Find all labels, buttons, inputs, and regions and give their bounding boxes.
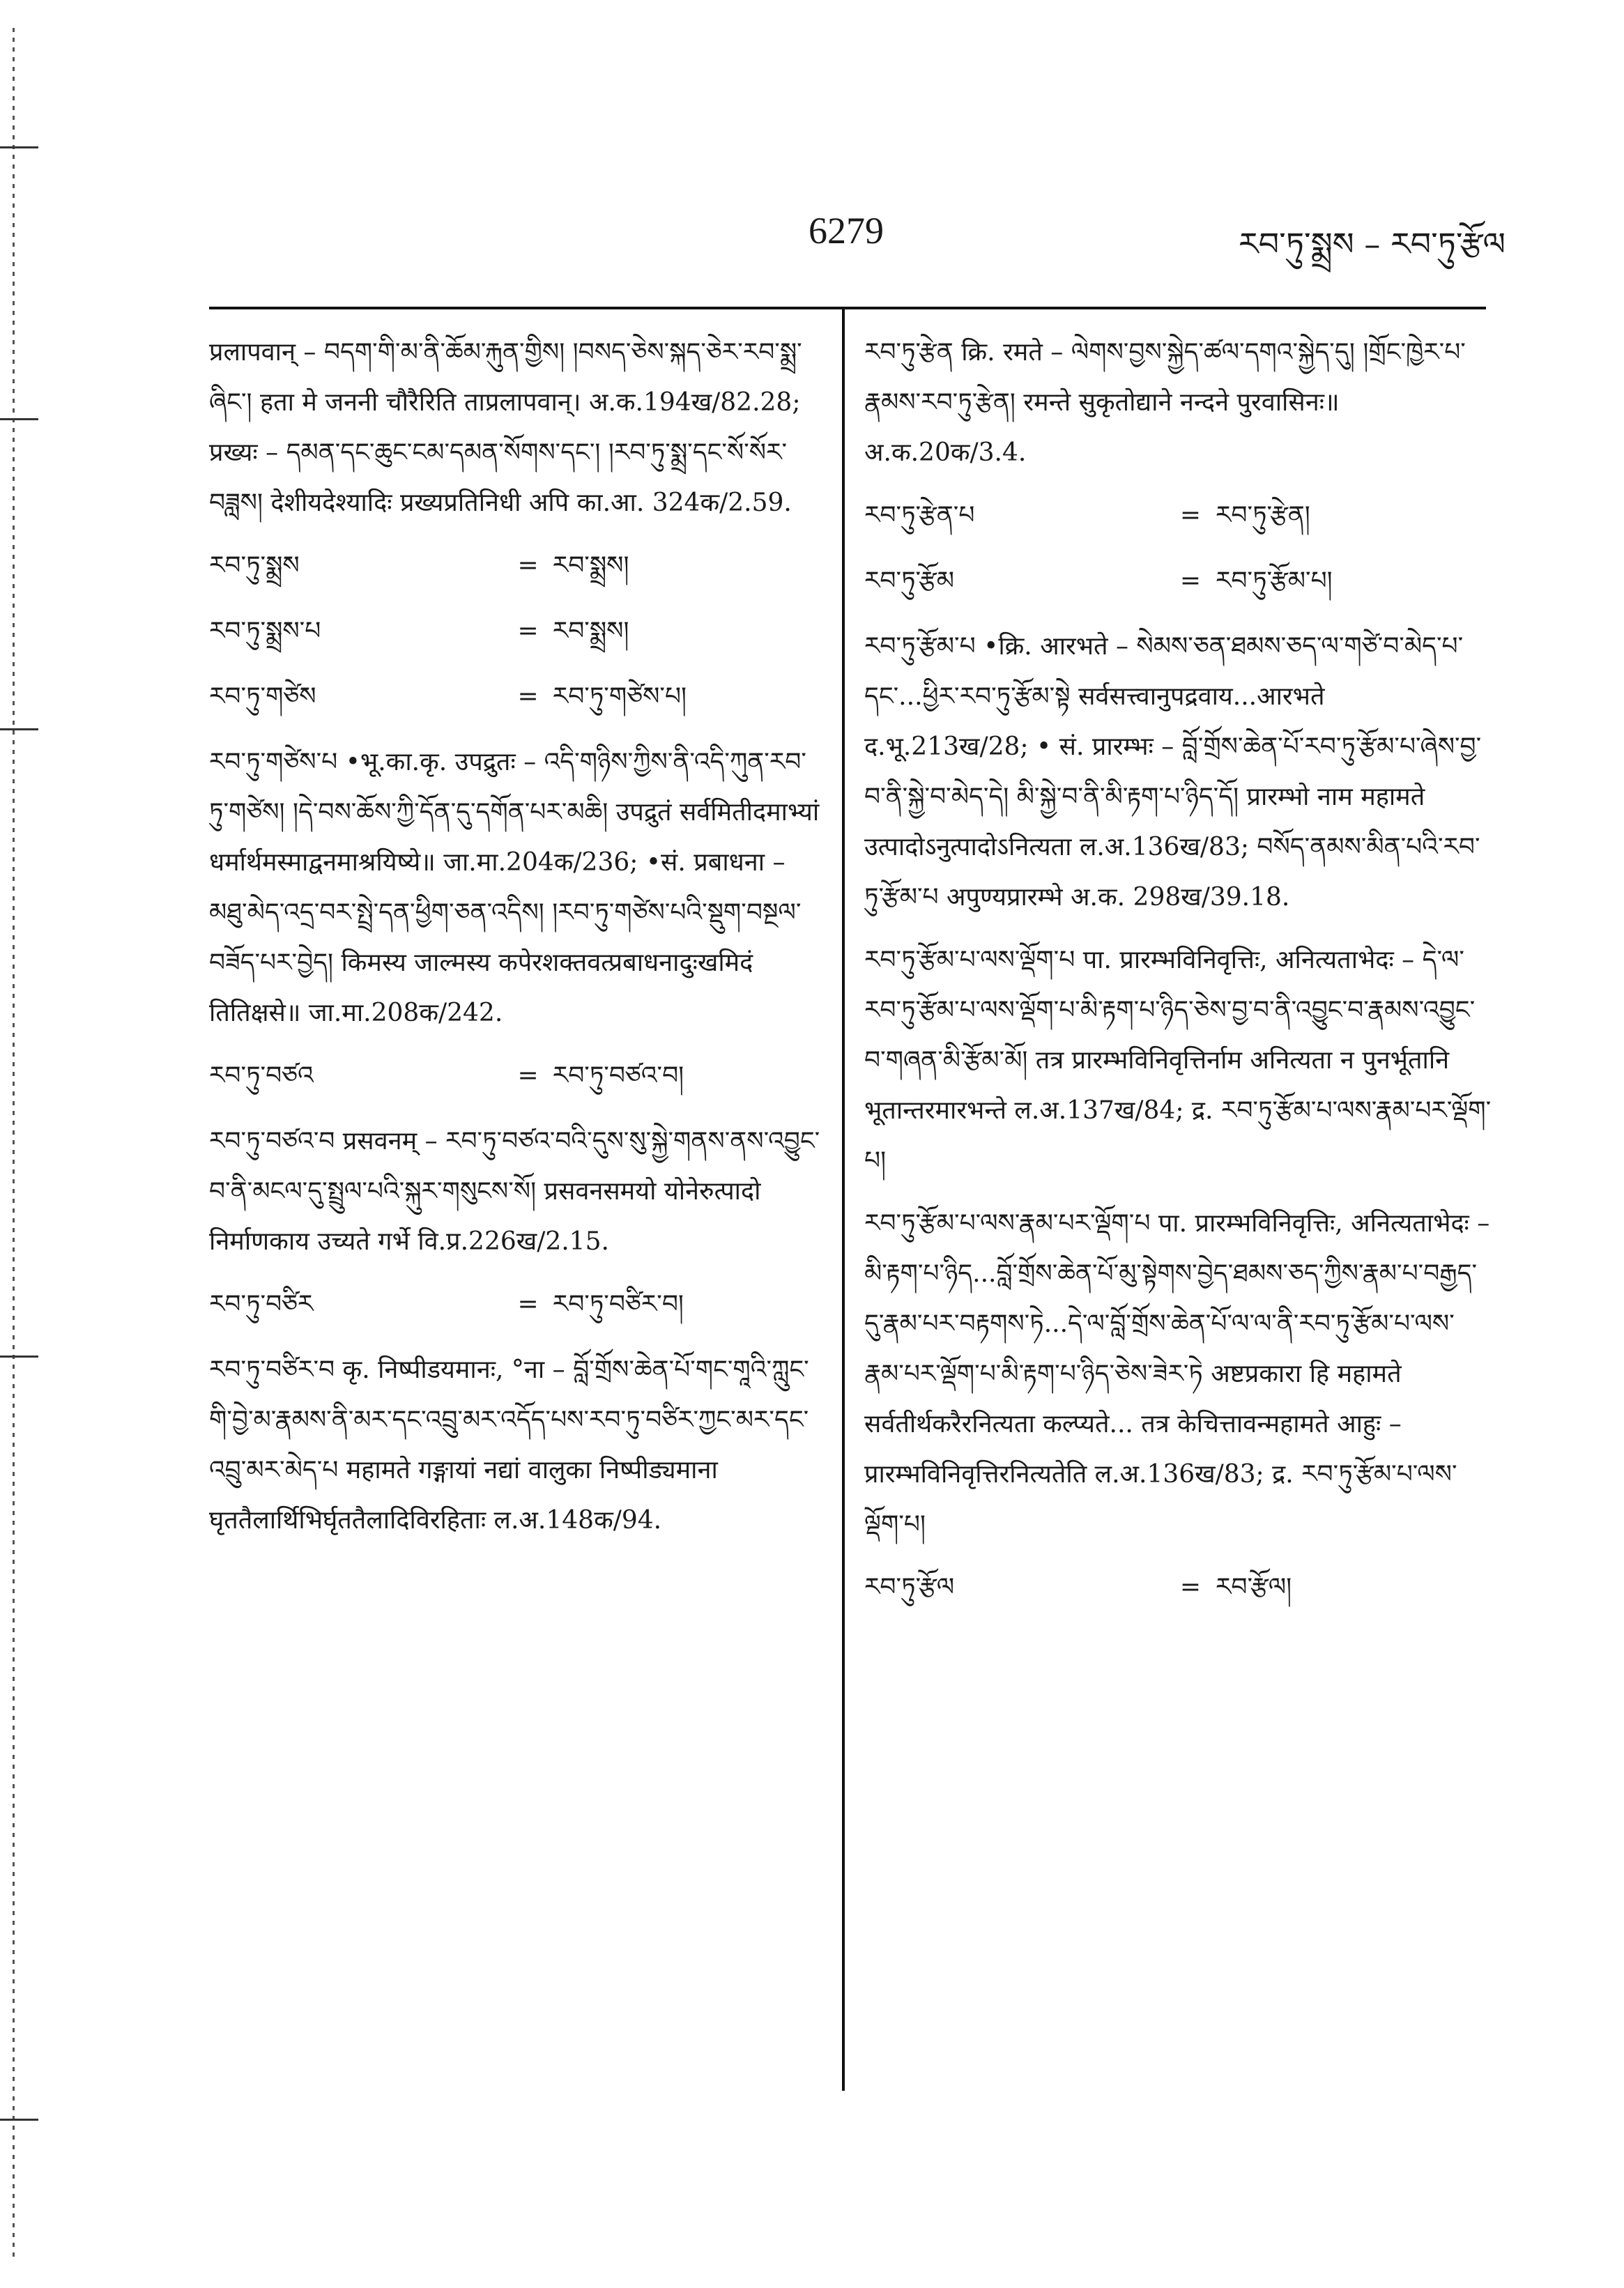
entry-text: प्रलापवान् – བདག་གི་མ་ནི་ཆོམ་རྐུན་གྱིས། །བསད་ཅེས་སྐད་ཅེར་རབ་སྨྲ་ཞིང་། हता मे जननी चौरैरिति ताप्रलापवान्। अ.क.194ख/82.28; प्रख्यः – དམན་དང་ཆུང་ངམ་དམན་སོགས་དང་། །རབ་ཏུ་སྨྲ་དང་སོ་སོར་བཟླས། देशीयदेश्यादिः प्रख्यप्रतिनिधी अपि का.आ. 324क/2.59. xyxy=(209,338,802,517)
entry-text: རབ་ཏུ་རྩེན क्रि. रमते – ལེགས་བྱས་སྐྱེད་ཚལ་དགའ་སྐྱེད་དུ། །གྲོང་ཁྱེར་པ་རྣམས་རབ་ཏུ་རྩེན། रमन्ते सुकृतोद्याने नन्दने पुरवासिनः॥ अ.क.20क/3.4. xyxy=(864,338,1466,467)
xref-target: རབ་ཏུ་རྩེན། xyxy=(1216,501,1310,530)
xref-headword: རབ་ཏུ་བཙའ xyxy=(209,1061,314,1090)
entry-text: རབ་ཏུ་རྩོམ་པ་ལས་རྣམ་པར་ལྡོག་པ पा. प्रारम्भविनिवृत्तिः, अनित्यताभेदः – མི་རྟག་པ་ཉིད...བློ་གྲོས་ཆེན་པོ་མུ་སྟེགས་བྱེད་ཐམས་ཅད་ཀྱིས་རྣམ་པ་བརྒྱད་དུ་རྣམ་པར་བརྟགས་ཏེ...དེ་ལ་བློ་གྲོས་ཆེན་པོ་ལ་ལ་ནི་རབ་ཏུ་རྩོམ་པ་ལས་རྣམ་པར་ལྡོག་པ་མི་རྟག་པ་ཉིད་ཅེས་ཟེར་ཏེ अष्टप्रकारा हि महामते सर्वतीर्थकरैरनित्यता कल्प्यते... तत्र केचित्तावन्महामते आहुः – प्रारम्भविनिवृत्तिरनित्यतेति ल.अ.136ख/83; द्र. རབ་ཏུ་རྩོམ་པ་ལས་ལྡོག་པ། xyxy=(864,1209,1490,1539)
binding-mark xyxy=(0,2119,38,2121)
entry-text: རབ་ཏུ་རྩོམ་པ་ལས་ལྡོག་པ पा. प्रारम्भविनिवृत्तिः, अनित्यताभेदः – དེ་ལ་རབ་ཏུ་རྩོམ་པ་ལས་ལྡོག་པ་མི་རྟག་པ་ཉིད་ཅེས་བྱ་བ་ནི་འབྱུང་བ་རྣམས་འབྱུང་བ་གཞན་མི་རྩོམ་མོ། तत्र प्रारम्भविनिवृत्तिर्नाम अनित्यता न पुनर्भूतानि भूतान्तरमारभन्ते ल.अ.137ख/84; द्र. རབ་ཏུ་རྩོམ་པ་ལས་རྣམ་པར་ལྡོག་པ། xyxy=(864,946,1492,1175)
equals-sign: = xyxy=(517,682,539,711)
binding-mark xyxy=(0,728,38,730)
running-head: རབ་ཏུ་སྨྲས – རབ་ཏུ་རྩོལ xyxy=(1239,225,1506,263)
page-number: 6279 xyxy=(809,210,884,252)
binding-edge xyxy=(0,0,42,2288)
left-column xyxy=(209,328,822,1558)
xref-entry xyxy=(209,541,822,591)
xref-target: རབ་ཏུ་རྩོམ་པ། xyxy=(1216,567,1333,595)
xref-headword: རབ་ཏུ་སྨྲས་པ xyxy=(209,617,321,645)
binding-mark xyxy=(0,418,38,420)
xref-headword: རབ་ཏུ་རྩེན་པ xyxy=(864,501,975,530)
xref-entry xyxy=(864,1563,1492,1613)
column-rule xyxy=(842,307,845,2091)
xref-entry xyxy=(864,556,1492,606)
xref-headword: རབ་ཏུ་རྩོམ xyxy=(864,567,955,595)
xref-entry xyxy=(209,1051,822,1101)
binding-thread xyxy=(13,28,15,2258)
xref-headword: རབ་ཏུ་གཙེས xyxy=(209,682,316,711)
equals-sign: = xyxy=(1179,501,1202,530)
xref-entry xyxy=(864,491,1492,541)
entry-text: རབ་ཏུ་བཙའ་བ प्रसवनम् – རབ་ཏུ་བཙའ་བའི་དུས་སུ་སྐྱེ་གནས་ནས་འབྱུང་བ་ནི་མངལ་དུ་སྤྲུལ་པའི་སྐུར་གསུངས་སོ། प्रसवनसमयो योनेरुत्पादो निर्माणकाय उच्यते गर्भे वि.प्र.226ख/2.15. xyxy=(209,1127,820,1256)
entry-text: རབ་ཏུ་བཙིར་བ कृ. निष्पीडयमानः, °ना – བློ་གྲོས་ཆེན་པོ་གང་གཱའི་ཀླུང་གི་བྱེ་མ་རྣམས་ནི་མར་དང་འབྲུ་མར་འདོད་པས་རབ་ཏུ་བཙིར་ཀྱང་མར་དང་འབྲུ་མར་མེད་པ महामते गङ्गायां नद्यां वालुका निष्पीड्यमाना घृततैलार्थिभिर्घृततैलादिविरहिताः ल.अ.148क/94. xyxy=(209,1356,809,1535)
xref-target: རབ་སྨྲས། xyxy=(552,551,629,580)
equals-sign: = xyxy=(1179,1573,1202,1602)
xref-target: རབ་ཏུ་བཙའ་བ། xyxy=(552,1061,684,1090)
xref-target: རབ་རྩོལ། xyxy=(1216,1573,1292,1602)
xref-target: རབ་ཏུ་གཙེས་པ། xyxy=(552,682,687,711)
xref-target: རབ་སྨྲས། xyxy=(552,617,629,645)
binding-mark xyxy=(0,146,38,148)
equals-sign: = xyxy=(517,1290,539,1319)
equals-sign: = xyxy=(517,1061,539,1090)
equals-sign: = xyxy=(1179,567,1202,595)
header-rule xyxy=(209,307,1486,309)
xref-entry xyxy=(209,1280,822,1330)
equals-sign: = xyxy=(517,551,539,580)
xref-headword: རབ་ཏུ་རྩོལ xyxy=(864,1573,955,1602)
entry-text: རབ་ཏུ་གཙེས་པ •भू.का.कृ. उपद्रुतः – འདི་གཉིས་ཀྱིས་ནི་འདི་ཀུན་རབ་ཏུ་གཙེས། །དེ་བས་ཆོས་ཀྱི་དོན་དུ་དགོན་པར་མཆི། उपद्रुतं सर्वमितीदमाभ्यां धर्मार्थमस्माद्वनमाश्रयिष्ये॥ जा.मा.204क/236; •सं. प्रबाधना – མཐུ་མེད་འདྲ་བར་སྤྲེ་དན་ཕྱིག་ཅན་འདིས། །རབ་ཏུ་གཙེས་པའི་སྡུག་བསྔལ་བཟོད་པར་བྱེད། किमस्य जाल्मस्य कपेरशक्तवत्प्रबाधनादुःखमिदं तितिक्षसे॥ जा.मा.208क/242. xyxy=(209,748,820,1027)
xref-entry xyxy=(209,606,822,657)
xref-target: རབ་ཏུ་བཙིར་བ། xyxy=(552,1290,684,1319)
entry-text: རབ་ཏུ་རྩོམ་པ •क्रि. आरभते – སེམས་ཅན་ཐམས་ཅད་ལ་གཙེ་བ་མེད་པ་དང་...ཕྱིར་རབ་ཏུ་རྩོམ་སྟེ सर्वसत्त्वानुपद्रवाय...आरभते द.भू.213ख/28; • सं. प्रारम्भः – བློ་གྲོས་ཆེན་པོ་རབ་ཏུ་རྩོམ་པ་ཞེས་བྱ་བ་ནི་སྐྱེ་བ་མེད་དེ། མི་སྐྱེ་བ་ནི་མི་རྟག་པ་ཉིད་དོ། प्रारम्भो नाम महामते उत्पादोऽनुत्पादोऽनित्यता ल.अ.136ख/83; བསོད་ནམས་མིན་པའི་རབ་ཏུ་རྩོམ་པ अपुण्यप्रारम्भे अ.क. 298ख/39.18. xyxy=(864,632,1482,912)
binding-mark xyxy=(0,1356,38,1358)
right-column xyxy=(864,328,1492,1628)
equals-sign: = xyxy=(517,617,539,645)
xref-headword: རབ་ཏུ་སྨྲས xyxy=(209,551,300,580)
xref-headword: རབ་ཏུ་བཙིར xyxy=(209,1290,314,1319)
xref-entry xyxy=(209,672,822,722)
